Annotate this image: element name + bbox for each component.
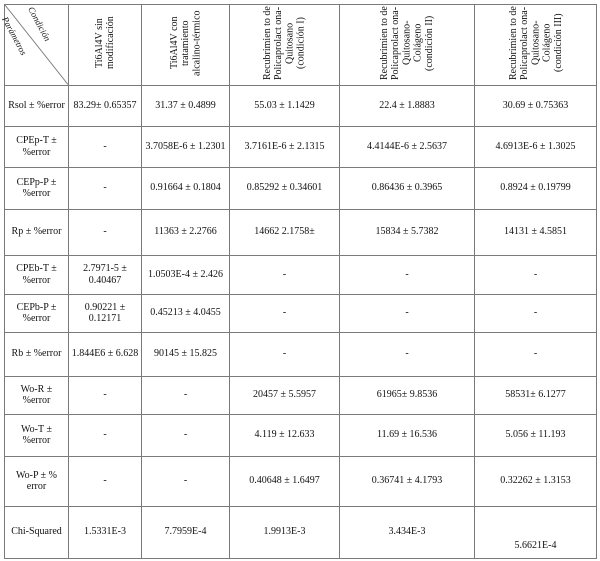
table-cell: - [340, 332, 475, 376]
table-row [5, 456, 597, 506]
table-cell: 90145 ± 15.825 [142, 332, 230, 376]
table-cell: 14131 ± 4.5851 [475, 209, 597, 255]
table-cell: 11.69 ± 16.536 [340, 414, 475, 456]
table-cell: - [230, 255, 340, 294]
table-cell: 1.5331E-3 [69, 506, 142, 558]
table-cell: 4.119 ± 12.633 [230, 414, 340, 456]
corner-cell [0, 5, 69, 86]
table-cell: 3.7058E-6 ± 1.2301 [142, 126, 230, 167]
row-label: CEPb-P ± %error [5, 294, 69, 332]
table-row [5, 506, 597, 558]
table-row [5, 167, 597, 209]
table-cell: 5.056 ± 11.193 [475, 414, 597, 456]
table-cell: 0.32262 ± 1.3153 [475, 456, 597, 506]
table-cell: 61965± 9.8536 [340, 376, 475, 414]
row-label: Rb ± %error [5, 332, 69, 376]
column-header-4: Recubrimien to de Policaprolact ona-Quitosano-Colágeno (condición II) [340, 5, 475, 86]
table-cell: 0.45213 ± 4.0455 [142, 294, 230, 332]
table-row [5, 376, 597, 414]
row-label: Wo-P ± % error [5, 456, 69, 506]
table-cell: 0.86436 ± 0.3965 [340, 167, 475, 209]
row-label: CEPp-P ± %error [5, 167, 69, 209]
table-cell: - [340, 294, 475, 332]
table-cell: 0.36741 ± 4.1793 [340, 456, 475, 506]
table-cell: - [69, 209, 142, 255]
table-cell: 3.7161E-6 ± 2.1315 [230, 126, 340, 167]
table-cell: 1.844E6 ± 6.628 [69, 332, 142, 376]
table-cell: 30.69 ± 0.75363 [475, 85, 597, 126]
table-cell: 22.4 ± 1.8883 [340, 85, 475, 126]
column-header-2: Ti6Al4V con tratamiento alcalino-térmico [142, 5, 230, 86]
table-cell: 15834 ± 5.7382 [340, 209, 475, 255]
table-cell: 0.8924 ± 0.19799 [475, 167, 597, 209]
table-cell: - [142, 414, 230, 456]
table-row [5, 126, 597, 167]
row-label: Wo-R ± %error [5, 376, 69, 414]
table-cell: 20457 ± 5.5957 [230, 376, 340, 414]
corner-label-parameters: Parámetros [0, 15, 29, 57]
table-cell: 1.0503E-4 ± 2.426 [142, 255, 230, 294]
parameters-table [0, 4, 597, 559]
table-cell: - [475, 332, 597, 376]
table-cell: 0.90221 ± 0.12171 [69, 294, 142, 332]
table-cell: - [230, 294, 340, 332]
column-header-1: Ti6Al4V sin modificación [69, 5, 142, 86]
table-row [5, 255, 597, 294]
column-header-5: Recubrimien to de Policaprolact ona-Quitosano-Colágeno (condición III) [475, 5, 597, 86]
table-cell: - [69, 167, 142, 209]
table-row [5, 332, 597, 376]
table-row [5, 414, 597, 456]
row-label: Rsol ± %error [5, 85, 69, 126]
row-label: Chi-Squared [5, 506, 69, 558]
table-cell: - [142, 456, 230, 506]
table-row [5, 209, 597, 255]
table-cell: 2.7971-5 ± 0.40467 [69, 255, 142, 294]
table-cell: 11363 ± 2.2766 [142, 209, 230, 255]
row-label: CPEp-T ± %error [5, 126, 69, 167]
table-cell: - [69, 126, 142, 167]
row-label: Rp ± %error [5, 209, 69, 255]
table-cell: 7.7959E-4 [142, 506, 230, 558]
table-cell: 5.6621E-4 [475, 506, 597, 558]
table-cell: 4.4144E-6 ± 2.5637 [340, 126, 475, 167]
table-cell: 0.91664 ± 0.1804 [142, 167, 230, 209]
table-cell: 0.40648 ± 1.6497 [230, 456, 340, 506]
table-cell: - [340, 255, 475, 294]
table-cell: 55.03 ± 1.1429 [230, 85, 340, 126]
table-cell: - [475, 294, 597, 332]
row-label: CPEb-T ± %error [5, 255, 69, 294]
table-cell: 1.9913E-3 [230, 506, 340, 558]
row-label: Wo-T ± %error [5, 414, 69, 456]
table-cell: 4.6913E-6 ± 1.3025 [475, 126, 597, 167]
table-cell: - [69, 376, 142, 414]
table-cell: - [230, 332, 340, 376]
table-cell: 3.434E-3 [340, 506, 475, 558]
table-cell: 14662 2.1758± [230, 209, 340, 255]
table-cell: - [69, 456, 142, 506]
corner-label-condition: Condición [26, 5, 53, 43]
column-header-3: Recubrimien to de Policaprolact ona-Quitosano (condición I) [230, 5, 340, 86]
table-row [5, 85, 597, 126]
header-row [5, 5, 597, 86]
table-cell: 31.37 ± 0.4899 [142, 85, 230, 126]
table-cell: - [475, 255, 597, 294]
table-cell: 0.85292 ± 0.34601 [230, 167, 340, 209]
table-cell: 83.29± 0.65357 [69, 85, 142, 126]
table-row [5, 294, 597, 332]
table-cell: - [69, 414, 142, 456]
table-cell: 58531± 6.1277 [475, 376, 597, 414]
table-cell: - [142, 376, 230, 414]
